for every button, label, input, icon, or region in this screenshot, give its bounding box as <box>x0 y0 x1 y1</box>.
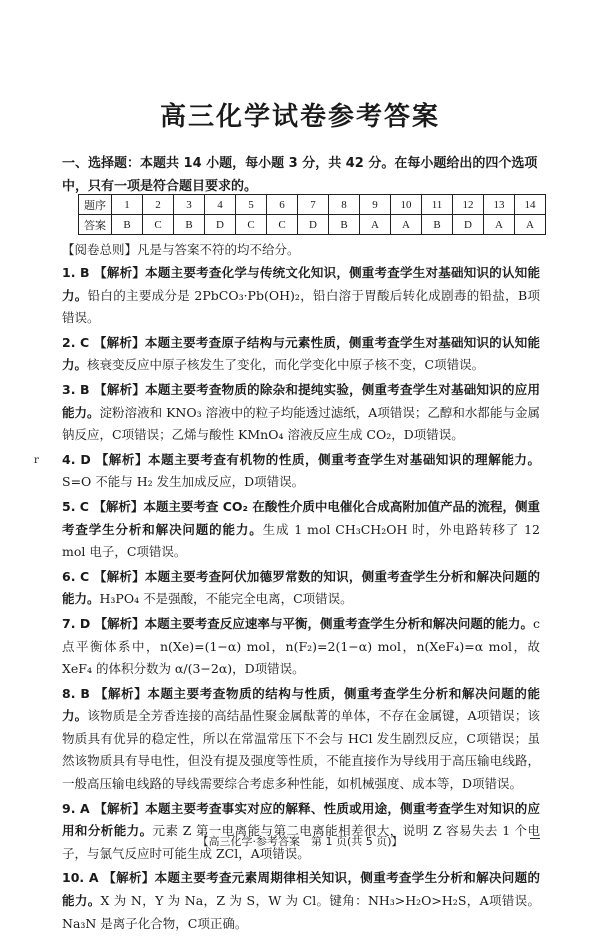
explanation-body: 核衰变反应中原子核发生了变化，而化学变化中原子核不变，C项错误。 <box>87 357 485 373</box>
margin-mark: r <box>34 455 39 466</box>
explanation-lead: 3. B 【解析】本题主要考查物质的除杂和提纯实验，侧重考查学生对基础知识的应用能力。 <box>62 381 540 420</box>
explanation-body: c 点平衡体系中，n(Xe)=(1−α) mol，n(F₂)=2(1−α) mol，n(XeF₄)=α mol，故 XeF₄ 的体积分数为 α/(3−2α)，D项错误。 <box>62 615 540 677</box>
explanation-body: 淀粉溶液和 KNO₃ 溶液中的粒子均能透过滤纸，A项错误；乙醇和水都能与金属钠反应，C项错误；乙烯与酸性 KMnO₄ 溶液反应生成 CO₂，D项错误。 <box>62 404 540 443</box>
explanation-lead: 2. C 【解析】本题主要考查原子结构与元素性质，侧重考查学生对基础知识的认知能力。 <box>62 334 540 373</box>
explanation-body: 铅白的主要成分是 2PbCO₃·Pb(OH)₂，铅白溶于胃酸后转化成剧毒的铅盐，B项错误。 <box>62 287 540 326</box>
question-number-cell: 6 <box>267 195 298 215</box>
question-number-cell: 11 <box>422 195 453 215</box>
answer-row <box>79 215 546 235</box>
question-number-cell: 12 <box>453 195 484 215</box>
answer-cell: B <box>329 215 360 235</box>
explanation-lead: 6. C 【解析】本题主要考查阿伏加德罗常数的知识，侧重考查学生分析和解决问题的能力。 <box>62 568 540 607</box>
explanation-item <box>62 332 540 377</box>
question-number-cell: 3 <box>174 195 205 215</box>
page-footer: 【高三化学·参考答案 第 1 页(共 5 页)】 <box>197 835 403 848</box>
explanation-lead: 10. A 【解析】本题主要考查元素周期律相关知识，侧重考查学生分析和解决问题的能力。 <box>62 870 540 909</box>
number-row <box>79 195 546 215</box>
explanation-body: S=O 不能与 H₂ 发生加成反应，D项错误。 <box>62 474 305 490</box>
answer-cell: D <box>453 215 484 235</box>
answer-table <box>78 194 546 235</box>
question-number-cell: 9 <box>360 195 391 215</box>
question-number-cell: 7 <box>298 195 329 215</box>
answer-cell: C <box>236 215 267 235</box>
answer-cell: C <box>143 215 174 235</box>
explanation-lead: 8. B 【解析】本题主要考查物质的结构与性质，侧重考查学生分析和解决问题的能力。 <box>62 685 540 724</box>
question-number-cell: 13 <box>484 195 515 215</box>
answer-cell: A <box>360 215 391 235</box>
explanation-item <box>62 566 540 611</box>
explanation-item <box>62 798 540 866</box>
question-number-cell: 1 <box>112 195 143 215</box>
explanation-body: 生成 1 mol CH₃CH₂OH 时，外电路转移了 12 mol 电子，C项错误。 <box>62 521 540 560</box>
answer-cell: B <box>112 215 143 235</box>
explanation-lead: 7. D 【解析】本题主要考查反应速率与平衡，侧重考查学生分析和解决问题的能力。 <box>62 615 533 631</box>
explanation-body: 元素 Z 第一电离能与第二电离能相差很大，说明 Z 容易失去 1 个电子，与氯气反应时可能生成 ZCl，A项错误。 <box>62 823 540 861</box>
explanation-item <box>62 379 540 447</box>
explanation-lead: 9. A 【解析】本题主要考查事实对应的解释、性质或用途，侧重考查学生对知识的应用和分析能力。 <box>62 800 540 839</box>
explanation-item <box>62 683 540 796</box>
answer-cell: A <box>391 215 422 235</box>
answer-cell: D <box>298 215 329 235</box>
row-label: 答案 <box>79 215 112 235</box>
answer-cell: A <box>515 215 546 235</box>
answer-cell: C <box>267 215 298 235</box>
question-number-cell: 10 <box>391 195 422 215</box>
answer-cell: A <box>484 215 515 235</box>
question-number-cell: 14 <box>515 195 546 215</box>
question-number-cell: 4 <box>205 195 236 215</box>
answer-cell: D <box>205 215 236 235</box>
section-heading: 一、选择题：本题共 14 小题，每小题 3 分，共 42 分。在每小题给出的四个选项中，只有一项是符合题目要求的。 <box>62 156 538 194</box>
answer-cell: B <box>422 215 453 235</box>
question-number-cell: 2 <box>143 195 174 215</box>
footer-dash <box>530 838 540 839</box>
question-number-cell: 8 <box>329 195 360 215</box>
explanation-lead: 5. C 【解析】本题主要考查 CO₂ 在酸性介质中电催化合成高附加值产品的流程，侧重考查学生分析和解决问题的能力。 <box>62 498 540 537</box>
answer-cell: B <box>174 215 205 235</box>
row-label: 题序 <box>79 195 112 215</box>
explanation-item <box>62 613 540 681</box>
question-number-cell: 5 <box>236 195 267 215</box>
explanation-lead: 4. D 【解析】本题主要考查有机物的性质，侧重考查学生对基础知识的理解能力。 <box>62 451 540 467</box>
explanation-lead: 1. B 【解析】本题主要考查化学与传统文化知识，侧重考查学生对基础知识的认知能力。 <box>62 265 540 303</box>
explanation-item <box>62 496 540 564</box>
explanation-body: X 为 N，Y 为 Na，Z 为 S，W 为 Cl。键角：NH₃>H₂O>H₂S，A项错误。Na₃N 是离子化合物，C项正确。 <box>62 893 540 931</box>
explanation-item <box>62 867 540 935</box>
explanation-item <box>62 449 540 494</box>
explanation-body: 该物质是全芳香连接的高结晶性聚金属酞菁的单体，不存在金属键，A项错误；该物质具有优异的稳定性，所以在常温常压下不会与 HCl 发生剧烈反应，C项错误；虽然该物质具有导电性，但没有提及强度等性质，不能直接作为导线用于高压输电线路，一般高压输电线路的导线需要综合考虑多种性能，如机械强度、成本等，D项错误。 <box>62 708 540 792</box>
explanation-item <box>62 262 540 330</box>
page-title: 高三化学试卷参考答案 <box>159 102 440 132</box>
explanation-body: H₃PO₄ 不是强酸，不能完全电离，C项错误。 <box>99 591 353 607</box>
grading-note: 【阅卷总则】凡是与答案不符的均不给分。 <box>62 242 300 257</box>
